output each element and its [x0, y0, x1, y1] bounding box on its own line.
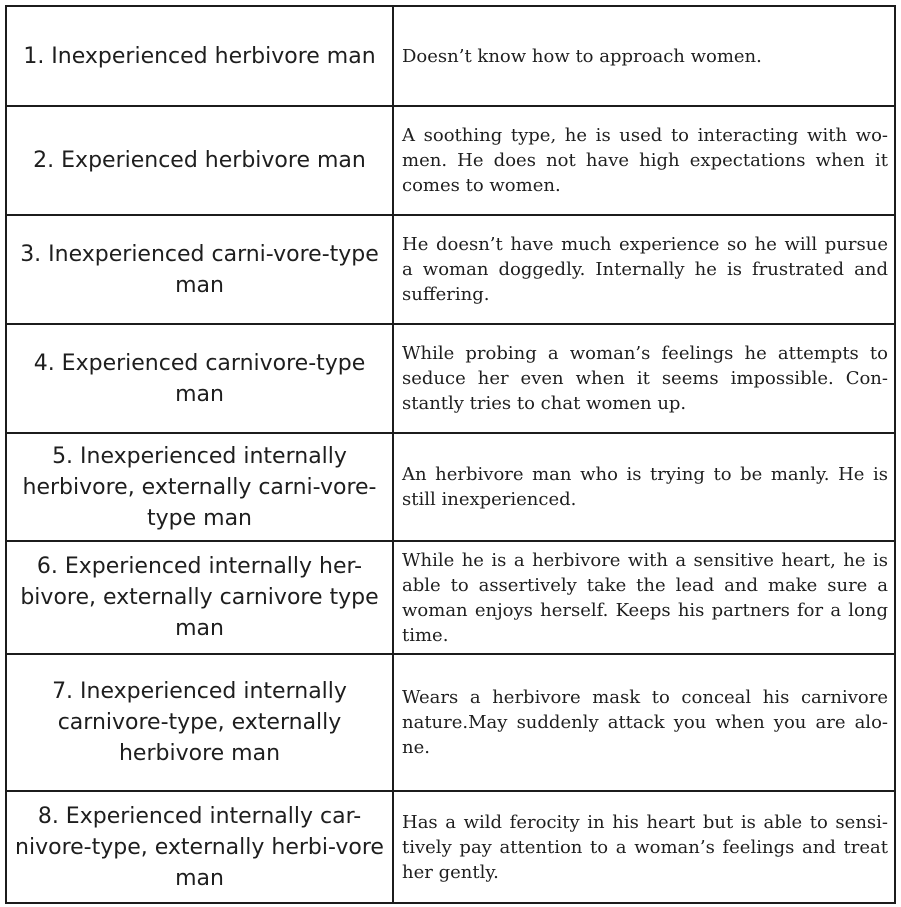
type-cell: 3. Inexperienced carni-vore-type man	[6, 215, 393, 324]
type-cell: 1. Inexperienced herbivore man	[6, 6, 393, 106]
table-row	[6, 541, 895, 654]
description-cell: Wears a herbivore mask to conceal his carnivore nature.May suddenly attack you when you are alo-ne.	[393, 654, 895, 791]
type-cell: 5. Inexperienced internally herbivore, externally carni-vore-type man	[6, 433, 393, 541]
type-cell: 8. Experienced internally car-nivore-type, externally herbi-vore man	[6, 791, 393, 903]
description-cell: A soothing type, he is used to interacting with wo-men. He does not have high expectations when it comes to women.	[393, 106, 895, 215]
description-cell: Doesn’t know how to approach women.	[393, 6, 895, 106]
description-cell: An herbivore man who is trying to be manly. He is still inexperienced.	[393, 433, 895, 541]
description-cell: He doesn’t have much experience so he will pursue a woman doggedly. Internally he is frustrated and suffering.	[393, 215, 895, 324]
table-row	[6, 6, 895, 106]
table-row	[6, 215, 895, 324]
table-row	[6, 433, 895, 541]
man-types-table	[5, 5, 896, 904]
description-cell: While he is a herbivore with a sensitive heart, he is able to assertively take the lead and make sure a woman enjoys herself. Keeps his partners for a long time.	[393, 541, 895, 654]
table-row	[6, 791, 895, 903]
table-row	[6, 106, 895, 215]
type-cell: 7. Inexperienced internally carnivore-type, externally herbivore man	[6, 654, 393, 791]
type-cell: 4. Experienced carnivore-type man	[6, 324, 393, 433]
type-cell: 6. Experienced internally her-bivore, externally carnivore type man	[6, 541, 393, 654]
table-row	[6, 654, 895, 791]
type-cell: 2. Experienced herbivore man	[6, 106, 393, 215]
table-row	[6, 324, 895, 433]
description-cell: While probing a woman’s feelings he attempts to seduce her even when it seems impossible. Con-stantly tries to chat women up.	[393, 324, 895, 433]
description-cell: Has a wild ferocity in his heart but is able to sensi-tively pay attention to a woman’s feelings and treat her gently.	[393, 791, 895, 903]
